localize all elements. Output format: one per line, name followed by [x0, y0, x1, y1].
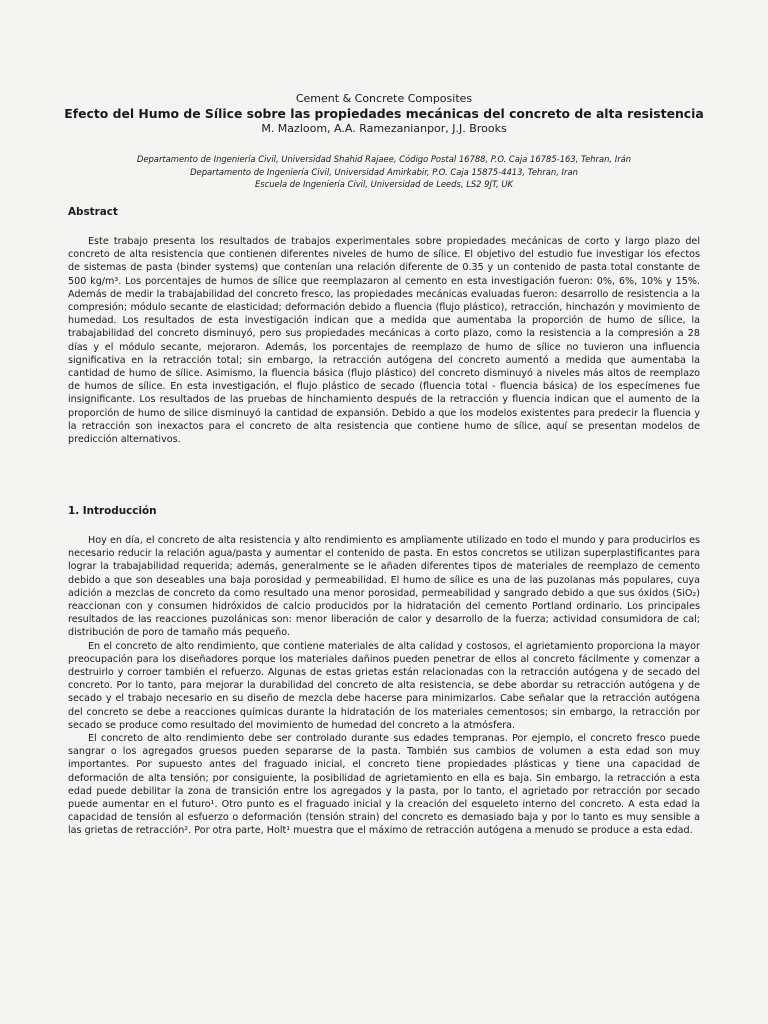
paper-title: Efecto del Humo de Sílice sobre las propiedades mecánicas del concreto de alta resistencia: [64, 106, 704, 121]
affiliation-line: Escuela de Ingeniería Civil, Universidad de Leeds, LS2 9JT, UK: [254, 179, 514, 189]
introduction-body: [68, 534, 700, 838]
abstract-body: [68, 235, 700, 446]
affiliation-line: Departamento de Ingeniería Civil, Universidad Amirkabir, P.O. Caja 15875-4413, Tehran, Iran: [190, 166, 578, 177]
introduction-heading: 1. Introducción: [68, 505, 157, 517]
journal-name: Cement & Concrete Composites: [295, 92, 473, 105]
affiliations: [0, 153, 768, 191]
body-paragraph: El concreto de alto rendimiento debe ser controlado durante sus edades tempranas. Por ejemplo, el concreto fresco puede sangrar o los agregados gruesos pueden separarse de la pasta. También sus cambios de volumen a esta edad son muy importantes. Por supuesto antes del fraguado inicial, el concreto tiene propiedades plásticas y tiene una capacidad de deformación de alta tensión; por consiguiente, la posibilidad de agrietamiento en ella es baja. Sin embargo, la retracción a esta edad puede debilitar la zona de transición entre los agregados y la pasta, por lo tanto, el agrietado por retracción por secado puede aumentar en el futuro¹. Otro punto es el fraguado inicial y la creación del esqueleto interno del concreto. A esta edad la capacidad de tensión al esfuerzo o deformación (tensión strain) del concreto es demasiado baja y por lo tanto es muy sensible a las grietas de retracción². Por otra parte, Holt¹ muestra que el máximo de retracción autógena a menudo se produce a esta edad.: [68, 733, 700, 837]
author-list: M. Mazloom, A.A. Ramezanianpor, J.J. Brooks: [261, 122, 507, 135]
abstract-paragraph: Este trabajo presenta los resultados de trabajos experimentales sobre propiedades mecánicas de corto y largo plazo del concreto de alta resistencia que contienen diferentes niveles de humo de sílice. El objetivo del estudio fue investigar los efectos de sistemas de pasta (binder systems) que contenían una relación diferente de 0.35 y un contenido de pasta total constante de 500 kg/m³. Los porcentajes de humos de sílice que reemplazaron al cemento en esta investigación fueron: 0%, 6%, 10% y 15%. Además de medir la trabajabilidad del concreto fresco, las propiedades mecánicas evaluadas fueron: desarrollo de resistencia a la compresión; módulo secante de elasticidad; deformación debido a fluencia (flujo plástico), retracción, hinchazón y movimiento de humedad. Los resultados de esta investigación indican que a medida que aumentaba la proporción de humo de sílice, la trabajabilidad del concreto disminuyó, pero sus propiedades mecánicas a corto plazo, como la resistencia a la compresión a 28 días y el módulo secante, mejoraron. Además, los porcentajes de reemplazo de humo de sílice no tuvieron una influencia significativa en la retracción total; sin embargo, la retracción autógena del concreto aumentó a medida que aumentaba la cantidad de humo de sílice. Asimismo, la fluencia básica (flujo plástico) del concreto disminuyó a niveles más altos de reemplazo de humos de sílice. En esta investigación, el flujo plástico de secado (fluencia total - fluencia básica) de los especímenes fue insignificante. Los resultados de las pruebas de hinchamiento después de la retracción y fluencia indican que el aumento de la proporción de humo de silice disminuyó la cantidad de expansión. Debido a que los modelos existentes para predecir la fluencia y la retracción son inexactos para el concreto de alta resistencia que contiene humo de sílice, aquí se presentan modelos de predicción alternativos.: [68, 236, 700, 446]
body-paragraph: Hoy en día, el concreto de alta resistencia y alto rendimiento es ampliamente utilizado en todo el mundo y para producirlos es necesario reducir la relación agua/pasta y aumentar el contenido de pasta. En estos concretos se utilizan superplastificantes para lograr la trabajabilidad requerida; además, generalmente se le añaden diferentes tipos de materiales de reemplazo de cemento debido a que son deseables una baja porosidad y permeabilidad. El humo de sílice es una de las puzolanas más populares, cuya adición a mezclas de concreto da como resultado una menor porosidad, permeabilidad y sangrado debido a que sus óxidos (SiO₂) reaccionan con y consumen hidróxidos de calcio producidos por la hidratación del cemento Portland ordinario. Los principales resultados de las reacciones puzolánicas son: menor liberación de calor y desarrollo de la fuerza; actividad consumidora de cal; distribución de poro de tamaño más pequeño.: [68, 535, 700, 639]
body-paragraph: En el concreto de alto rendimiento, que contiene materiales de alta calidad y costosos, el agrietamiento proporciona la mayor preocupación para los diseñadores porque los materiales dañinos pueden penetrar de ellos al concreto fácilmente y comenzar a destruirlo y corroer también el refuerzo. Algunas de estas grietas están relacionadas con la retracción autógena y de secado del concreto. Por lo tanto, para mejorar la durabilidad del concreto de alta resistencia, se debe abordar su retracción autógena y de secado y el trabajo necesario en su diseño de mezcla debe hacerse para minimizarlos. Cabe señalar que la retracción autógena del concreto se debe a reacciones químicas durante la hidratación de los materiales cementosos; sin embargo, la retracción por secado se produce como resultado del movimiento de humedad del concreto a la atmósfera.: [68, 640, 700, 731]
paper-header: [0, 92, 768, 136]
abstract-heading: Abstract: [68, 206, 118, 218]
affiliation-line: Departamento de Ingeniería Civil, Universidad Shahid Rajaee, Código Postal 16788, P.O. Caja 16785-163, Tehran, Irán: [136, 154, 632, 164]
